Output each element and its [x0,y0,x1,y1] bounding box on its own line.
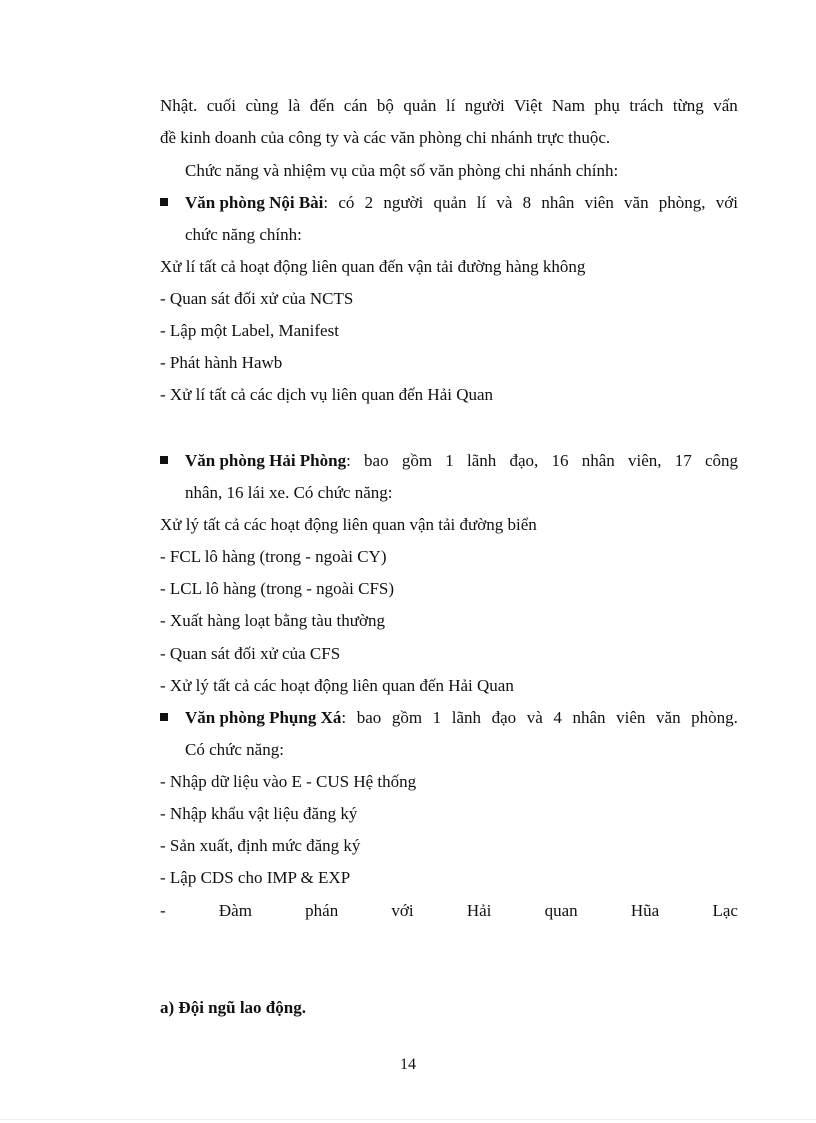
word: lí [476,193,487,212]
word: đến [309,96,335,115]
haiphong-line-1: Văn phòng Hải Phòng: bao gồm 1 lãnh đạo, 16 nhân viên, 17 công [185,451,738,470]
noibai-lead: Xử lí tất cả hoạt động liên quan đến vận tải đường hàng không [160,257,586,276]
word: gồm [391,708,423,727]
word: viên, [627,451,662,470]
word: 1 [432,708,442,727]
noibai-title: Văn phòng Nội Bài [185,193,324,212]
noibai-line-1: Văn phòng Nội Bài: có 2 người quản lí và 8 nhân viên văn phòng, với [185,193,738,212]
list-item: - Sản xuất, định mức đăng ký [160,836,361,855]
word: lãnh [466,451,497,470]
word: bao [356,708,382,727]
list-item [160,900,738,922]
word: trách [629,96,664,115]
word: người [383,193,424,212]
word: gồm [401,451,433,470]
word: nhân [572,708,606,727]
list-item: - Nhập dữ liệu vào E - CUS Hệ thống [160,772,417,791]
word: phòng. [691,708,738,727]
word: văn [624,193,649,212]
word: từng [672,96,704,115]
list-item: - Lập CDS cho IMP & EXP [160,868,351,887]
list-item: - Quan sát đối xử của NCTS [160,289,354,308]
word: lãnh [451,708,482,727]
list-item: - Nhập khẩu vật liệu đăng ký [160,804,358,823]
word: cùng [245,96,279,115]
haiphong-lead: Xử lý tất cả các hoạt động liên quan vận tải đường biển [160,515,537,534]
phungxa-title: Văn phòng Phụng Xá [185,708,342,727]
bullet-icon [160,456,168,464]
word: quản [433,193,467,212]
phungxa-line-1: Văn phòng Phụng Xá: bao gồm 1 lãnh đạo và 4 nhân viên văn phòng. [185,708,738,727]
word: viên [616,708,646,727]
word: Đàm [218,901,252,920]
intro-line-2: đề kinh doanh của công ty và các văn phòng chi nhánh trực thuộc. [160,128,611,147]
haiphong-line-2: nhân, 16 lái xe. Có chức năng: [185,483,393,502]
word: Hũa [630,901,660,920]
word: phụ [594,96,620,115]
list-item: - Phát hành Hawb [160,353,283,372]
word: lí [445,96,456,115]
word: nhân [541,193,575,212]
word: 17 [674,451,692,470]
list-item: - Xử lí tất cả các dịch vụ liên quan đến Hải Quan [160,385,494,404]
word: phòng, [658,193,706,212]
haiphong-title: Văn phòng Hải Phòng [185,451,347,470]
word: có [338,193,355,212]
section-heading: a) Đội ngũ lao động. [160,998,306,1017]
word: cán [343,96,368,115]
word: và [526,708,543,727]
list-item: - FCL lô hàng (trong - ngoài CY) [160,547,387,566]
word: viên [584,193,614,212]
word: 16 [551,451,569,470]
word: công [704,451,738,470]
word: Việt [514,96,543,115]
intro-line-1 [160,95,738,117]
word: vấn [713,96,738,115]
word: bao [364,451,389,470]
word: là [288,96,301,115]
list-item: - Xử lý tất cả các hoạt động liên quan đến Hải Quan [160,676,514,695]
word: quan [544,901,578,920]
list-item: - Quan sát đối xử của CFS [160,644,341,663]
bullet-icon [160,198,168,206]
word: với [715,193,738,212]
word: với [391,901,414,920]
page-number: 14 [400,1056,416,1073]
word: đạo, [509,451,539,470]
word: văn [656,708,681,727]
list-item: - LCL lô hàng (trong - ngoài CFS) [160,579,395,598]
word: Lạc [712,901,738,920]
word: quản [403,96,437,115]
list-item: - Xuất hàng loạt bằng tàu thường [160,611,385,630]
word: cuối [206,96,237,115]
word: bộ [376,96,394,115]
word: 4 [553,708,562,727]
bullet-icon [160,713,168,721]
word: - [160,901,166,920]
list-item: - Lập một Label, Manifest [160,321,339,340]
word: Nam [551,96,585,115]
word: 2 [364,193,374,212]
word: Nhật. [160,96,198,115]
phungxa-line-2: Có chức năng: [185,740,284,759]
word: và [496,193,513,212]
word: 8 [522,193,532,212]
noibai-line-2: chức năng chính: [185,225,302,244]
intro-line-3: Chức năng và nhiệm vụ của một số văn phòng chi nhánh chính: [185,161,619,180]
word: đạo [491,708,517,727]
word: Hải [466,901,492,920]
word: nhân [581,451,615,470]
word: người [464,96,505,115]
word: phán [305,901,339,920]
word: 1 [445,451,454,470]
divider [0,1119,816,1120]
